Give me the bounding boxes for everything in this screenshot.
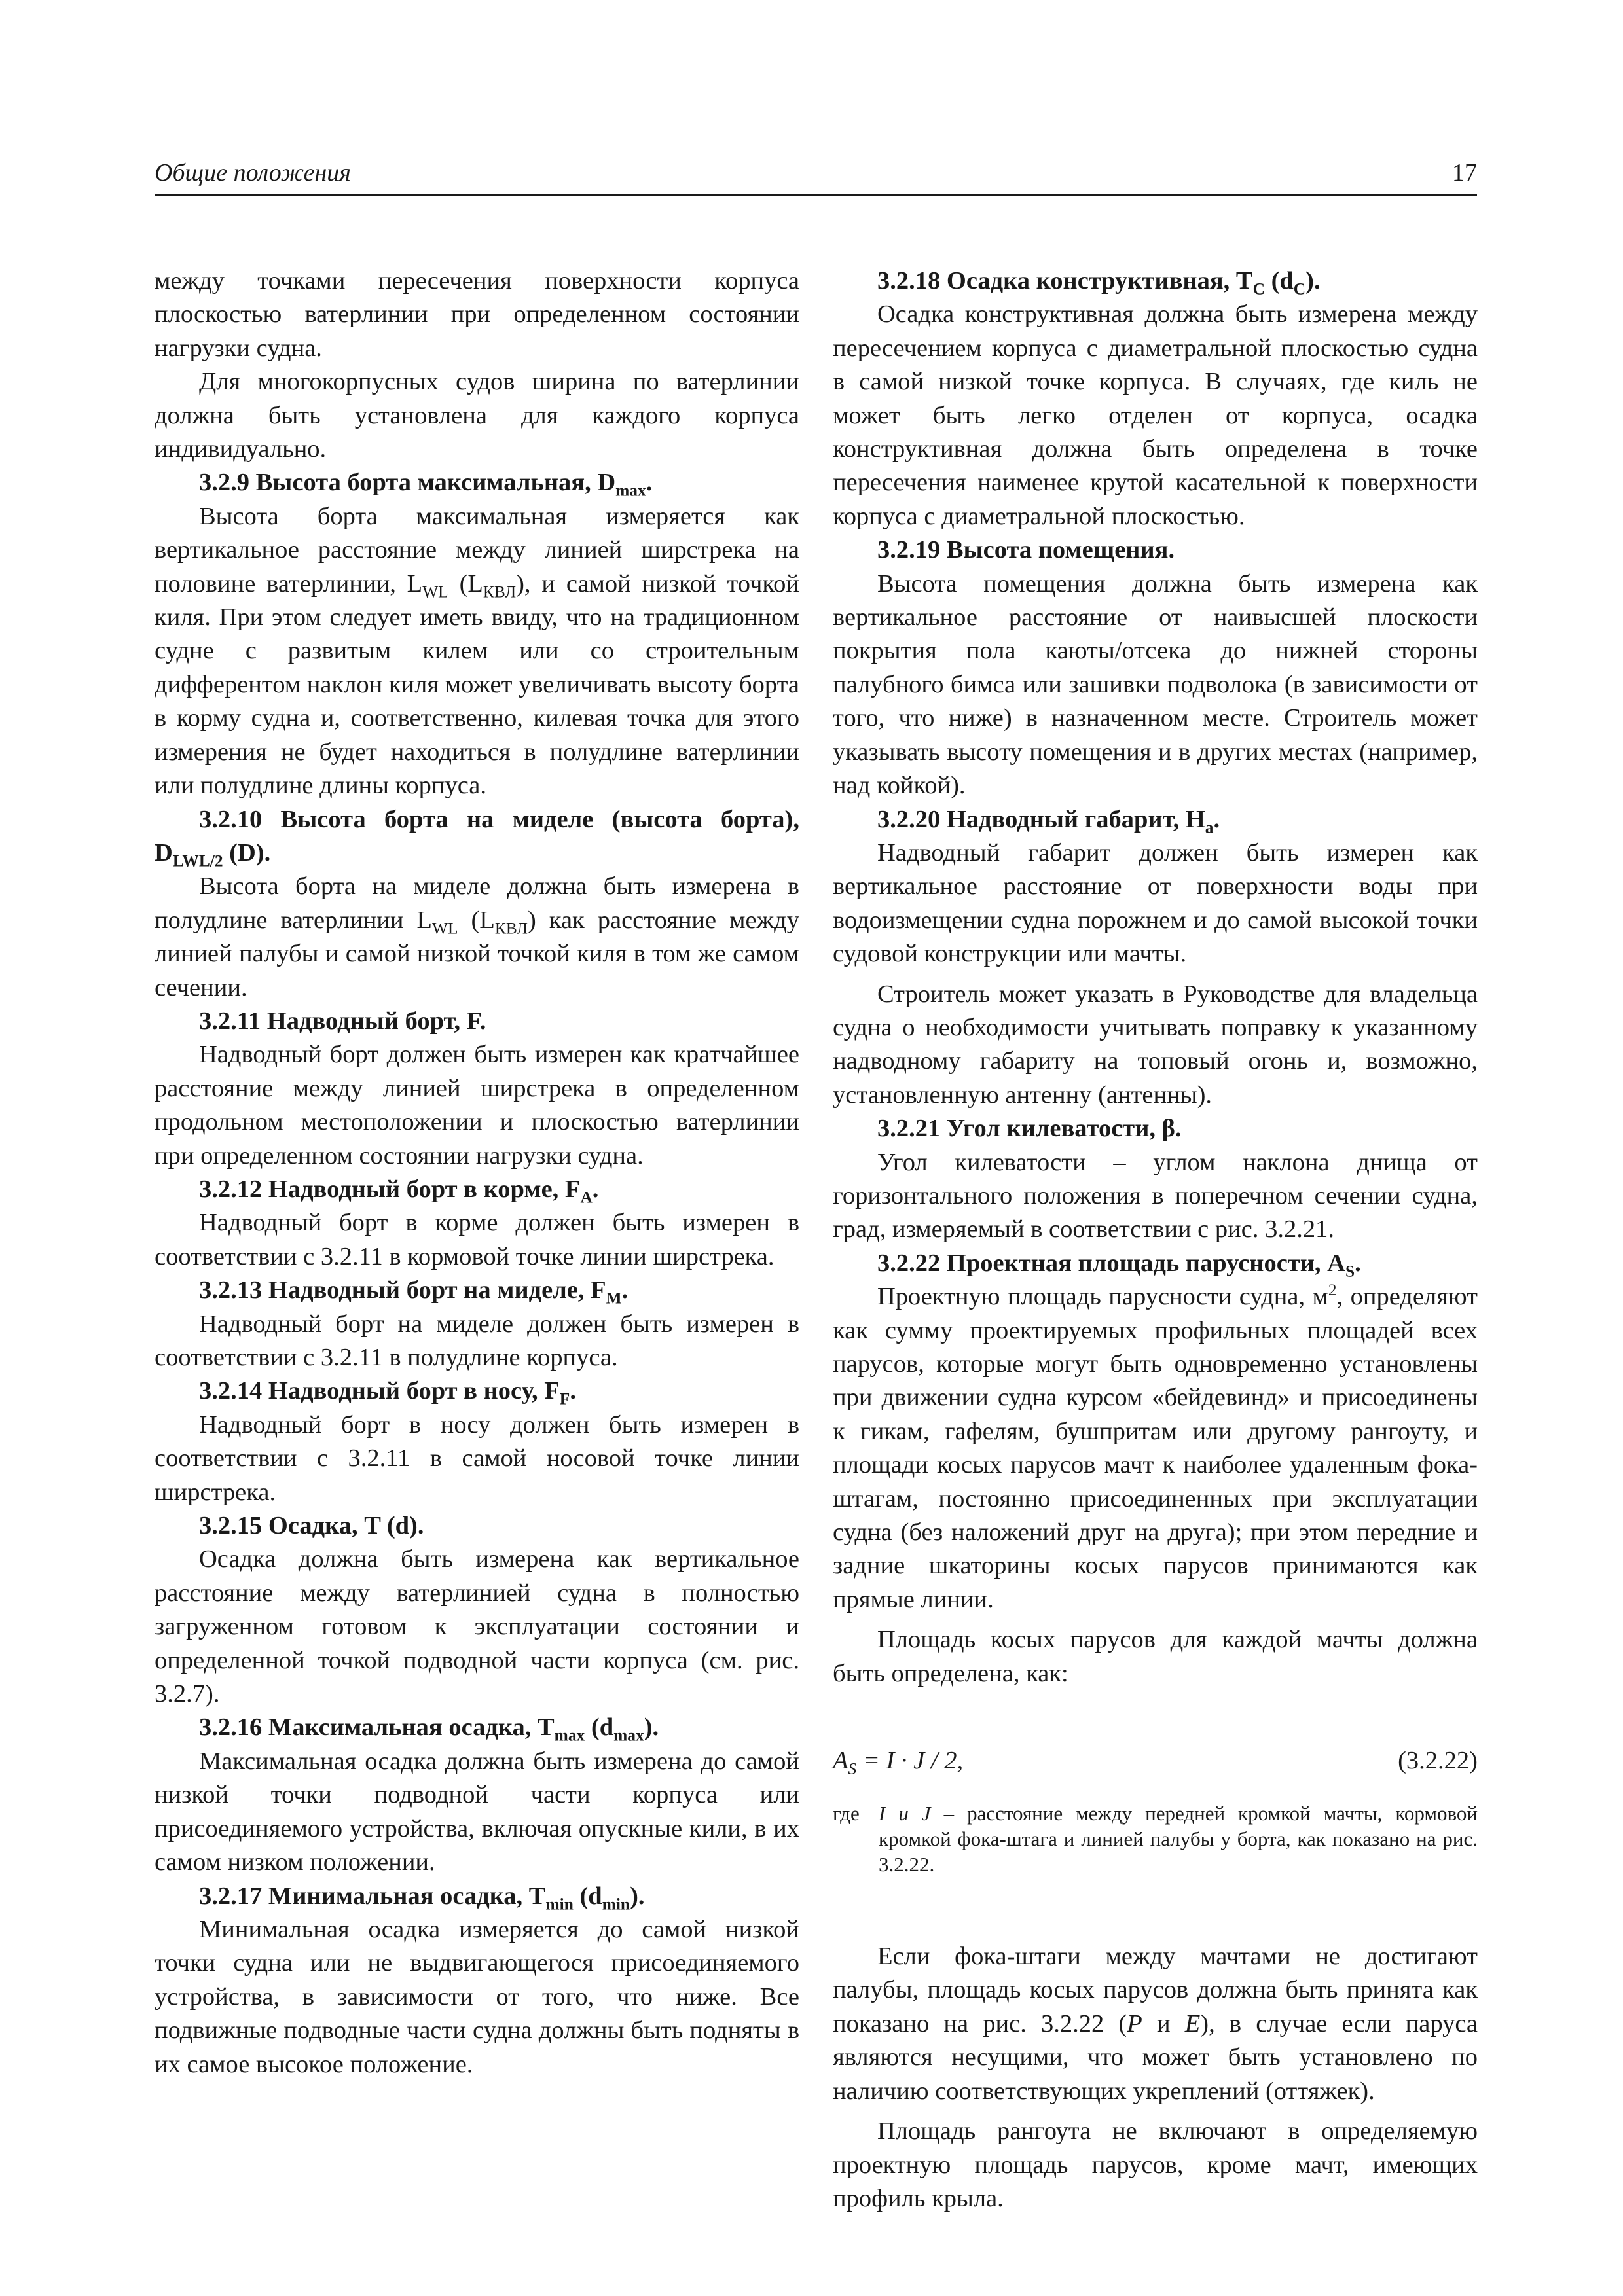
section-heading-3-2-11: 3.2.11 Надводный борт, F.	[199, 1007, 486, 1035]
section-heading-3-2-14: 3.2.14 Надводный борт в носу, $F_F$.	[199, 1377, 576, 1409]
running-header	[155, 157, 1477, 196]
where-label: где	[833, 1802, 860, 1825]
paragraph: Для многокорпусных судов ширина по ватерлинии должна быть установлена для каждого корпуса индивидуально.	[155, 368, 799, 463]
left-column	[155, 264, 799, 2081]
paragraph: Надводный габарит должен быть измерен как вертикальное расстояние от поверхности воды при водоизмещении судна порожнем и до самой высокой точки судовой конструкции или мачты.	[833, 838, 1478, 968]
paragraph: Площадь косых парусов для каждой мачты должна быть определена, как:	[833, 1626, 1478, 1687]
formula-expression: $A_S = I \cdot J / 2$,	[833, 1747, 964, 1778]
paragraph: Угол килеватости – углом наклона днища от горизонтального положения в поперечном сечении судна, град, измеряемый в соответствии с рис. 3.2.21.	[833, 1148, 1478, 1244]
page-number: 17	[1452, 159, 1477, 187]
paragraph: Высота борта максимальная измеряется как вертикальное расстояние между линией ширстрека на половине ватерлинии, $L_{WL}$ $(L_{КВЛ})$, и самой низкой точкой киля. При этом следует иметь ввиду, что на традиционном судне с развитым килем или со строительным дифферентом наклон киля может увеличивать высоту борта в корму судна и, соответственно, килевая точка для этого измерения не будет находиться в полудлине ватерлинии или полудлине длины корпуса.	[155, 502, 799, 800]
section-heading-3-2-17: 3.2.17 Минимальная осадка, $T_{min}$ $(d_{min})$.	[199, 1882, 645, 1914]
section-heading-3-2-20: 3.2.20 Надводный габарит, $H_a$.	[877, 805, 1220, 837]
paragraph: Высота борта на миделе должна быть измерена в полудлине ватерлинии $L_{WL}$ $(L_{КВЛ})$ как расстояние между линией палубы и самой низкой точкой киля в том же самом сечении.	[155, 872, 799, 1001]
right-column	[833, 264, 1478, 2215]
paragraph: Проектную площадь парусности судна, $м^2$, определяют как сумму проектируемых профильных площадей всех парусов, которые могут быть одновременно установлены при движении судна курсом «бейдевинд» и присоединены к гикам, гафелям, бушпритам или другому рангоуту, и площади косых парусов мачт к наиболее удаленным фока-штагам, постоянно присоединенных при эксплуатации судна (без наложений друг на друга); при этом передние и задние шкаторины косых парусов принимаются как прямые линии.	[833, 1281, 1478, 1613]
section-heading-3-2-12: 3.2.12 Надводный борт в корме, $F_A$.	[199, 1175, 599, 1207]
paragraph: Надводный борт в носу должен быть измерен в соответствии с 3.2.11 в самой носовой точке линии ширстрека.	[155, 1410, 799, 1506]
section-heading-3-2-10: 3.2.10 Высота борта на миделе (высота борта), $D_{LWL/2}$ (D).	[155, 805, 799, 870]
paragraph: Если фока-штаги между мачтами не достигают палубы, площадь косых парусов должна быть принята как показано на рис. 3.2.22 (P и E), в случае если паруса являются несущими, что может быть установлено по наличию соответствующих укреплений (оттяжек).	[833, 1943, 1478, 2105]
paragraph: между точками пересечения поверхности корпуса плоскостью ватерлинии при определенном состоянии нагрузки судна.	[155, 267, 799, 362]
section-heading-3-2-16: 3.2.16 Максимальная осадка, $T_{max}$ $(d_{max})$.	[199, 1713, 659, 1746]
formula-3-2-22	[833, 1744, 1478, 1778]
paragraph: Осадка должна быть измерена как вертикальное расстояние между ватерлинией судна в полностью загруженном готовом к эксплуатации состоянии и определенной точкой подводной части корпуса (см. рис. 3.2.7).	[155, 1545, 799, 1708]
paragraph: Площадь рангоута не включают в определяемую проектную площадь парусов, кроме мачт, имеющих профиль крыла.	[833, 2117, 1478, 2212]
section-heading-3-2-15: 3.2.15 Осадка, T (d).	[199, 1512, 424, 1540]
paragraph: Максимальная осадка должна быть измерена до самой низкой точки подводной части корпуса или присоединяемого устройства, включая опускные кили, в их самом низком положении.	[155, 1747, 799, 1876]
paragraph: Осадка конструктивная должна быть измерена между пересечением корпуса с диаметральной плоскостью судна в самой низкой точке корпуса. В случаях, где киль не может быть легко отделен от корпуса, осадка конструктивная должна быть определена в точке пересечения наименее крутой касательной к поверхности корпуса с диаметральной плоскостью.	[833, 300, 1478, 530]
section-heading-3-2-19: 3.2.19 Высота помещения.	[877, 536, 1175, 564]
section-heading-3-2-18: 3.2.18 Осадка конструктивная, $T_C$ $(d_C)$.	[877, 267, 1321, 298]
paragraph: Надводный борт в корме должен быть измерен в соответствии с 3.2.11 в кормовой точке линии ширстрека.	[155, 1209, 799, 1270]
paragraph: Высота помещения должна быть измерена как вертикальное расстояние от наивысшей плоскости покрытия пола каюты/отсека до нижней стороны палубного бимса или зашивки подволока (в зависимости от того, что ниже) в назначенном месте. Строитель может указывать высоту помещения и в других местах (например, над койкой).	[833, 569, 1478, 800]
formula-legend	[833, 1801, 1478, 1877]
section-heading-3-2-13: 3.2.13 Надводный борт на миделе, $F_M$.	[199, 1276, 629, 1308]
paragraph: Строитель может указать в Руководстве для владельца судна о необходимости учитывать поправку к указанному надводному габариту на топовый огонь и, возможно, установленную антенну (антенны).	[833, 980, 1478, 1109]
section-heading-3-2-21: 3.2.21 Угол килеватости, β.	[877, 1115, 1182, 1143]
formula-number: (3.2.22)	[1398, 1747, 1478, 1775]
section-heading-3-2-9: 3.2.9 Высота борта максимальная, $D_{max}$.	[199, 469, 653, 501]
paragraph: Надводный борт должен быть измерен как кратчайшее расстояние между линией ширстрека в определенном продольном местоположении и плоскостью ватерлинии при определенном состоянии нагрузки судна.	[155, 1041, 799, 1170]
where-definition: I и J – расстояние между передней кромкой мачты, кормовой кромкой фока-штага и линией палубы у борта, как показано на рис. 3.2.22.	[879, 1802, 1478, 1876]
section-heading-3-2-22: 3.2.22 Проектная площадь парусности, $A_S$.	[877, 1249, 1361, 1281]
paragraph: Надводный борт на миделе должен быть измерен в соответствии с 3.2.11 в полудлине корпуса.	[155, 1310, 799, 1371]
running-title: Общие положения	[155, 159, 351, 187]
paragraph: Минимальная осадка измеряется до самой низкой точки судна или не выдвигающегося присоединяемого устройства, в зависимости от того, что ниже. Все подвижные подводные части судна должны быть подняты в их самое высокое положение.	[155, 1915, 799, 2078]
